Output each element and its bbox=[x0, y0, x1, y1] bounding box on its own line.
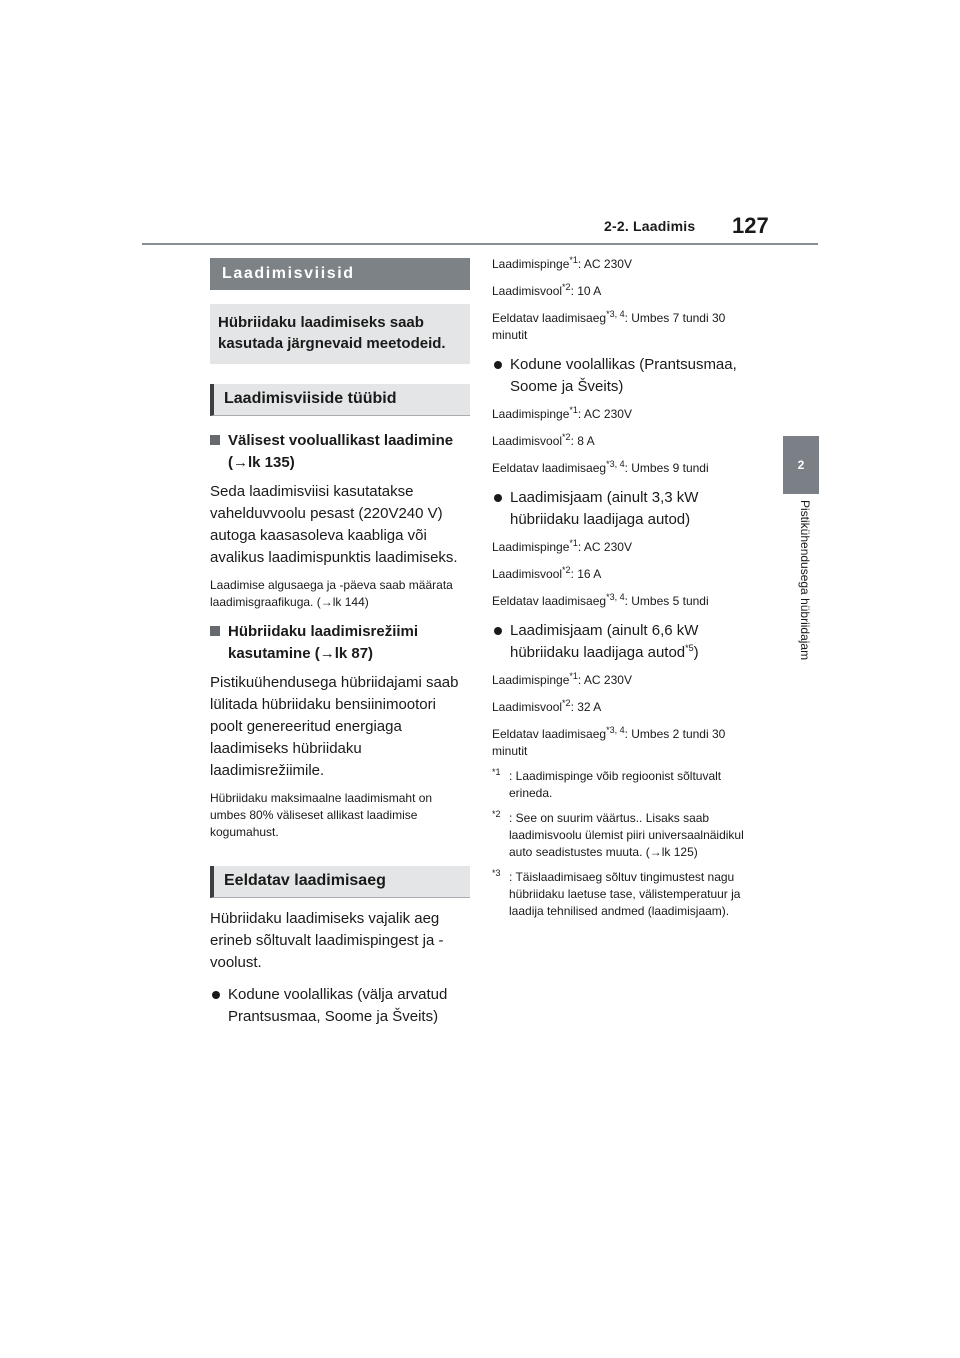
spec-time: Eeldatav laadimisaeg$^{*3, 4}$: Umbes 7 tundi 30 minutit bbox=[492, 309, 726, 342]
heading-text: Hübriidaku laadimisrežiimi kasutamine (→lk 87) bbox=[228, 623, 419, 662]
spec-time: Eeldatav laadimisaeg$^{*3, 4}$: Umbes 5 tundi bbox=[492, 592, 709, 608]
square-bullet-icon bbox=[210, 435, 220, 445]
square-bullet-icon bbox=[210, 626, 220, 636]
right-column bbox=[492, 256, 752, 920]
page-number: 127 bbox=[732, 213, 769, 238]
bullet-dot-icon bbox=[494, 361, 502, 369]
intro-box: Hübriidaku laadimiseks saab kasutada järgnevaid meetodeid. bbox=[210, 304, 470, 364]
spec-voltage: Laadimispinge$^{*1}$: AC 230V bbox=[492, 255, 632, 271]
spec-voltage: Laadimispinge$^{*1}$: AC 230V bbox=[492, 671, 632, 687]
bullet-item bbox=[492, 487, 752, 531]
spec-time: Eeldatav laadimisaeg$^{*3, 4}$: Umbes 9 tundi bbox=[492, 459, 709, 475]
chapter-tab: 2 bbox=[783, 436, 819, 494]
heading-external-charging bbox=[210, 430, 470, 474]
heading-charge-mode bbox=[210, 621, 470, 665]
bullet-text: Laadimisjaam (ainult 6,6 kW hübriidaku laadijaga autod$^{*5}$) bbox=[510, 622, 699, 661]
paragraph: Seda laadimisviisi kasutatakse vahelduvvoolu pesast (220V240 V) autoga kaasasoleva kaabliga või avalikus laadimispunktis laadimiseks. bbox=[210, 483, 458, 566]
chapter-side-label bbox=[795, 500, 815, 720]
subsection-band-types: Laadimisviiside tüübid bbox=[210, 384, 470, 416]
footnote: $^{*2}$ : See on suurim väärtus.. Lisaks saab laadimisvoolu ülemist piiri universaalnäidikul auto seadistustes muuta. (→lk 125) bbox=[492, 809, 744, 859]
section-title: 2-2. Laadimis bbox=[604, 218, 696, 234]
heading-text: Välisest vooluallikast laadimine (→lk 135) bbox=[228, 432, 454, 471]
note: Laadimise algusaega ja -päeva saab määrata laadimisgraafikuga. (→lk 144) bbox=[210, 578, 453, 609]
header-divider bbox=[142, 243, 818, 245]
subsection-band-time: Eeldatav laadimisaeg bbox=[210, 866, 470, 898]
spec-voltage: Laadimispinge$^{*1}$: AC 230V bbox=[492, 405, 632, 421]
section-band-methods: Laadimisviisid bbox=[210, 258, 470, 290]
spec-time: Eeldatav laadimisaeg$^{*3, 4}$: Umbes 2 tundi 30 minutit bbox=[492, 725, 726, 758]
bullet-item bbox=[492, 354, 752, 398]
footnote: $^{*3}$ : Täislaadimisaeg sõltuv tingimustest nagu hübriidaku laetuse tase, välistemperatuur ja laadija tehnilised andmed (laadimisjaam). bbox=[492, 868, 741, 918]
spec-current: Laadimisvool$^{*2}$: 8 A bbox=[492, 432, 595, 448]
bullet-text: Kodune voolallikas (Prantsusmaa, Soome ja Šveits) bbox=[510, 356, 737, 395]
left-column bbox=[210, 258, 470, 1028]
bullet-dot-icon bbox=[494, 627, 502, 635]
bullet-item bbox=[492, 620, 752, 664]
bullet-dot-icon bbox=[212, 991, 220, 999]
spec-voltage: Laadimispinge$^{*1}$: AC 230V bbox=[492, 538, 632, 554]
footnote: $^{*1}$ : Laadimispinge võib regioonist sõltuvalt erineda. bbox=[492, 767, 722, 800]
paragraph: Pistikuühendusega hübriidajami saab lülitada hübriidaku bensiinimootori poolt genereeritud energiaga laadimiseks hübriidaku laadimisrežiimile. bbox=[210, 674, 459, 779]
note: Hübriidaku maksimaalne laadimismaht on umbes 80% väliseset allikast laadimise kogumahust. bbox=[210, 791, 433, 839]
spec-current: Laadimisvool$^{*2}$: 10 A bbox=[492, 282, 602, 298]
bullet-item bbox=[210, 984, 470, 1028]
paragraph: Hübriidaku laadimiseks vajalik aeg erineb sõltuvalt laadimispingest ja -voolust. bbox=[210, 910, 444, 971]
bullet-text: Kodune voolallikas (välja arvatud Prantsusmaa, Soome ja Šveits) bbox=[228, 986, 448, 1025]
bullet-text: Laadimisjaam (ainult 3,3 kW hübriidaku laadijaga autod) bbox=[510, 489, 699, 528]
spec-current: Laadimisvool$^{*2}$: 32 A bbox=[492, 698, 602, 714]
bullet-dot-icon bbox=[494, 494, 502, 502]
spec-current: Laadimisvool$^{*2}$: 16 A bbox=[492, 565, 602, 581]
chapter-title: Pistikühendusega hübriidajam bbox=[798, 500, 812, 661]
